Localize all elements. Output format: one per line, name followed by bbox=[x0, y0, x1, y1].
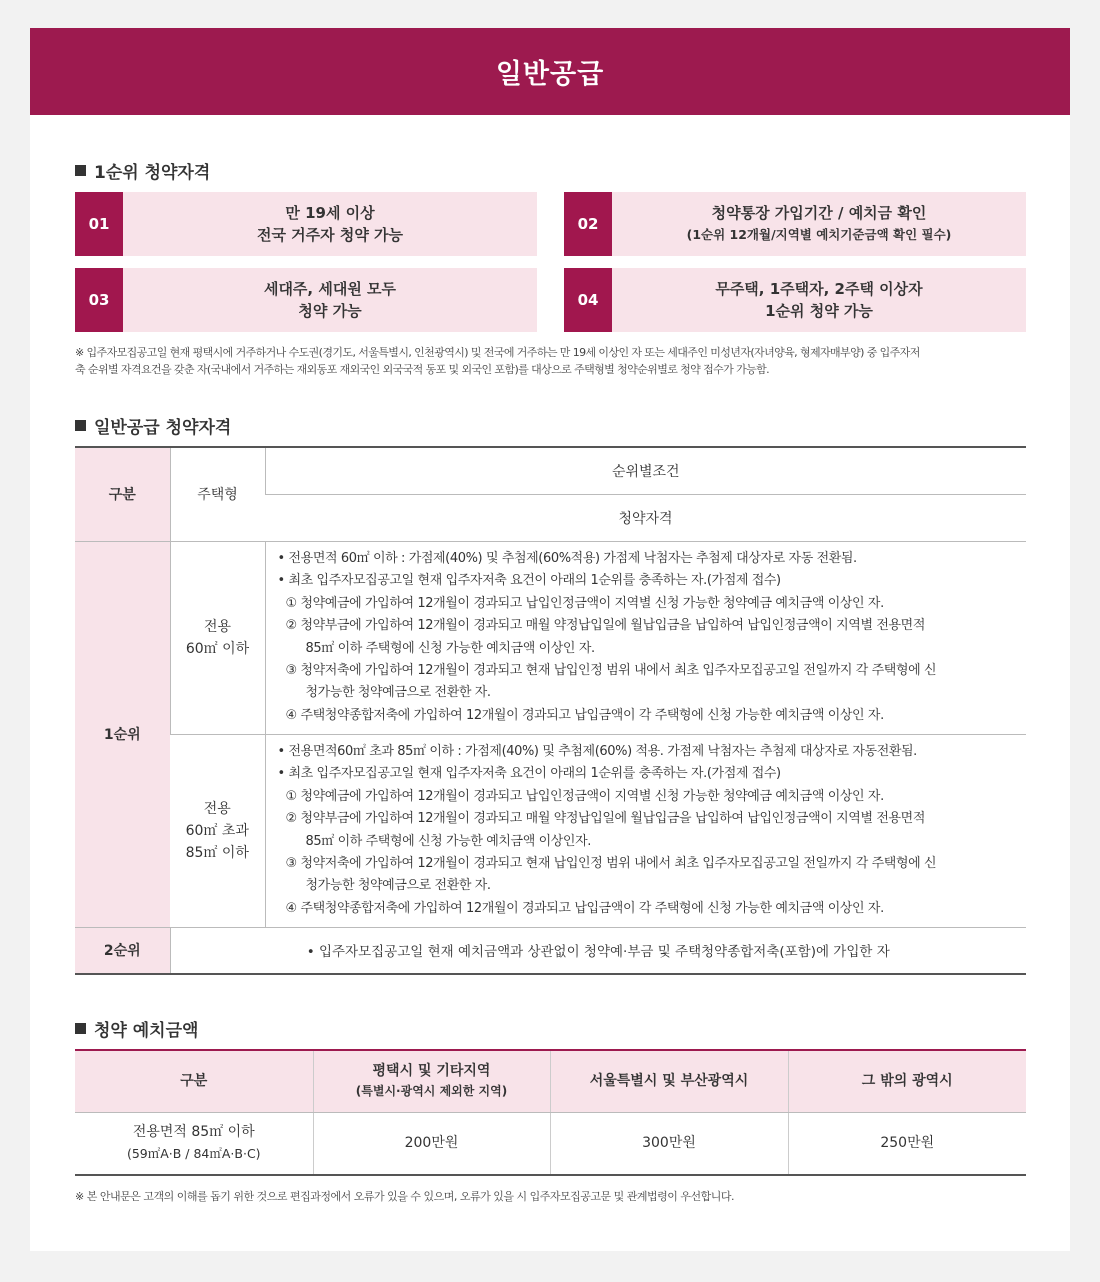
footnote: ※ 본 안내문은 고객의 이해를 돕기 위한 것으로 편집과정에서 오류가 있을 수 있으며, 오류가 있을 시 입주자모집공고문 및 관계법령이 우선합니다. bbox=[75, 1190, 734, 1203]
table-row bbox=[75, 927, 1026, 974]
table-header-row bbox=[75, 1050, 1026, 1112]
header-qualification: 청약자격 bbox=[265, 494, 1026, 541]
rank-1-label: 1순위 bbox=[75, 541, 170, 927]
house-type-b: 전용 60㎡ 초과 85㎡ 이하 bbox=[170, 734, 265, 927]
square-bullet-icon bbox=[75, 420, 86, 431]
qualification-box-04 bbox=[564, 268, 1026, 332]
qualification-box-01 bbox=[75, 192, 537, 256]
deposit-pyeongtaek: 200만원 bbox=[313, 1112, 550, 1175]
header-category: 구분 bbox=[75, 1050, 313, 1112]
deposit-table bbox=[75, 1049, 1026, 1176]
qualification-box-03 bbox=[75, 268, 537, 332]
info-card bbox=[30, 28, 1070, 1251]
table-row bbox=[75, 1112, 1026, 1175]
header-seoul-busan: 서울특별시 및 부산광역시 bbox=[550, 1050, 788, 1112]
header-other-metro: 그 밖의 광역시 bbox=[788, 1050, 1026, 1112]
square-bullet-icon bbox=[75, 165, 86, 176]
banner-title: 일반공급 bbox=[495, 59, 605, 90]
row-label: 전용면적 85㎡ 이하 (59㎡A·B / 84㎡A·B·C) bbox=[126, 1124, 261, 1162]
eligibility-note: ※ 입주자모집공고일 현재 평택시에 거주하거나 수도권(경기도, 서울특별시, 인천광역시) 및 전국에 거주하는 만 19세 이상인 자 또는 세대주인 미성년자(자녀양육, 형제자매부양) 중 입주자저 축 순위별 자격요건을 갖춘 자(국내에서 거주하는 재외동포 재외국인 외국국적 동포 및 외국인 포함)를 대상으로 주택형별 청약순위별로 청약 접수가 가능함. bbox=[75, 346, 920, 376]
qualification-table bbox=[75, 446, 1026, 975]
square-bullet-icon bbox=[75, 1023, 86, 1034]
deposit-seoul-busan: 300만원 bbox=[550, 1112, 788, 1175]
qualification-number: 04 bbox=[564, 268, 612, 332]
rank-2-label: 2순위 bbox=[75, 927, 170, 974]
qualification-number: 02 bbox=[564, 192, 612, 256]
table-row bbox=[75, 734, 1026, 927]
house-type-a: 전용 60㎡ 이하 bbox=[170, 541, 265, 734]
qualification-text: 만 19세 이상 전국 거주자 청약 가능 bbox=[256, 204, 404, 244]
qualification-text: 세대주, 세대원 모두 청약 가능 bbox=[263, 280, 397, 320]
table-header-row bbox=[75, 447, 1026, 494]
header-pyeongtaek: 평택시 및 기타지역 (특별시·광역시 제외한 지역) bbox=[313, 1050, 550, 1112]
condition-b: • 전용면적60㎡ 초과 85㎡ 이하 : 가점제(40%) 및 추첨제(60%) 적용. 가점제 낙첨자는 추첨제 대상자로 자동전환됨. • 최초 입주자모집공고일 현재 입주자저축 요건이 아래의 1순위를 충족하는 자.(가점제 접수) ① 청약예금에 가입하여 12개월이 경과되고 납입인정금액이 지역별 신청 가능한 청약예금 예치금액 이상인 자. ② 청약부금에 가입하여 12개월이 경과되고 매월 약정납입일에 월납입금을 납입하여 납입인정금액이 지역별 전용면적 85㎡ 이하 주택형에 신청 가능한 예치금액 이상인자. ③ 청약저축에 가입하여 12개월이 경과되고 현재 납입인정 범위 내에서 최초 입주자모집공고일 전일까지 각 주택형에 신 청가능한 청약예금으로 전환한 자. ④ 주택청약종합저축에 가입하여 12개월이 경과되고 납입금액이 각 주택형에 신청 가능한 예치금액 이상인 자. bbox=[265, 734, 1026, 927]
banner bbox=[30, 28, 1070, 115]
deposit-other-metro: 250만원 bbox=[788, 1112, 1026, 1175]
qualification-text: 청약통장 가입기간 / 예치금 확인 (1순위 12개월/지역별 예치기준금액 확인 필수) bbox=[686, 204, 952, 242]
condition-a: • 전용면적 60㎡ 이하 : 가점제(40%) 및 추첨제(60%적용) 가점제 낙첨자는 추첨제 대상자로 자동 전환됨. • 최초 입주자모집공고일 현재 입주자저축 요건이 아래의 1순위를 충족하는 자.(가점제 접수) ① 청약예금에 가입하여 12개월이 경과되고 납입인정금액이 지역별 신청 가능한 청약예금 예치금액 이상인 자. ② 청약부금에 가입하여 12개월이 경과되고 매월 약정납입일에 월납입금을 납입하여 납입인정금액이 지역별 전용면적 85㎡ 이하 주택형에 신청 가능한 예치금액 이상인 자. ③ 청약저축에 가입하여 12개월이 경과되고 현재 납입인정 범위 내에서 최초 입주자모집공고일 전일까지 각 주택형에 신 청가능한 청약예금으로 전환한 자. ④ 주택청약종합저축에 가입하여 12개월이 경과되고 납입금액이 각 주택형에 신청 가능한 예치금액 이상인 자. bbox=[265, 541, 1026, 734]
qualification-number: 01 bbox=[75, 192, 123, 256]
condition-rank-2: • 입주자모집공고일 현재 예치금액과 상관없이 청약예·부금 및 주택청약종합저축(포함)에 가입한 자 bbox=[170, 927, 1026, 974]
header-category: 구분 bbox=[75, 447, 170, 541]
qualification-number: 03 bbox=[75, 268, 123, 332]
header-type: 주택형 bbox=[170, 447, 265, 541]
section-title-general-supply: 일반공급 청약자격 bbox=[75, 413, 231, 438]
table-row bbox=[75, 541, 1026, 734]
qualification-text: 무주택, 1주택자, 2주택 이상자 1순위 청약 가능 bbox=[715, 280, 923, 320]
qualification-box-02 bbox=[564, 192, 1026, 256]
header-condition: 순위별조건 bbox=[265, 447, 1026, 494]
section-title-deposit: 청약 예치금액 bbox=[75, 1016, 198, 1041]
section-title-first-rank: 1순위 청약자격 bbox=[75, 158, 210, 183]
